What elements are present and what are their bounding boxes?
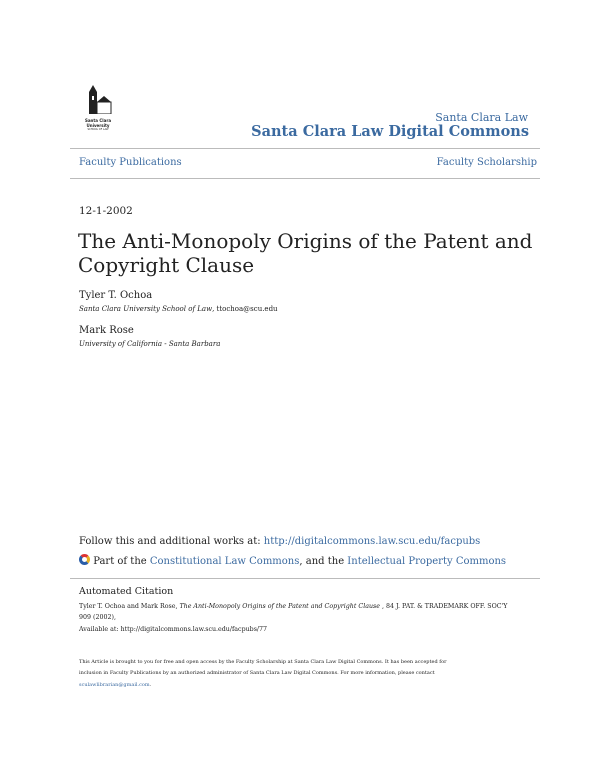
logo-subtext: SCHOOL OF LAW [87, 128, 109, 131]
citation-source: , 84 J. PAT. & TRADEMARK OFF. SOC'Y [379, 603, 508, 610]
footer-line3 [79, 682, 151, 688]
part-of-line [79, 554, 506, 567]
footer-line2: inclusion in Faculty Publications by an authorized administrator of Santa Clara Law Digital Commons. For more information, please contact [79, 670, 435, 676]
article-date: 12-1-2002 [79, 205, 133, 217]
citation-authors: Tyler T. Ochoa and Mark Rose, [79, 603, 180, 610]
author-affiliation [79, 305, 278, 313]
author-name: Mark Rose [79, 325, 134, 336]
part-of-mid: , and the [299, 556, 348, 567]
follow-line [79, 536, 480, 547]
nav-faculty-publications[interactable]: Faculty Publications [79, 157, 182, 168]
divider [70, 578, 540, 579]
author-email: , ttochoa@scu.edu [212, 305, 278, 313]
citation-line1 [79, 603, 507, 610]
author-name: Tyler T. Ochoa [79, 290, 153, 301]
follow-label: Follow this and additional works at: [79, 536, 264, 547]
ip-commons-link[interactable]: Intellectual Property Commons [347, 556, 507, 567]
nav-faculty-scholarship[interactable]: Faculty Scholarship [436, 157, 537, 168]
affiliation-text: University of California - Santa Barbara [79, 340, 221, 348]
building-icon [83, 84, 113, 114]
header-title[interactable]: Santa Clara Law Digital Commons [251, 123, 529, 140]
author-affiliation [79, 340, 220, 348]
bepress-icon [79, 554, 90, 565]
footer-end: . [149, 682, 152, 688]
citation-heading: Automated Citation [79, 586, 174, 597]
citation-available: Available at: http://digitalcommons.law.scu.edu/facpubs/77 [79, 626, 268, 633]
header-subtitle: Santa Clara Law [435, 111, 528, 124]
citation-line2: 909 (2002), [79, 614, 116, 621]
divider [70, 148, 540, 149]
citation-title: The Anti-Monopoly Origins of the Patent and Copyright Clause [179, 603, 380, 610]
footer-line1: This Article is brought to you for free and open access by the Faculty Scholarship at Santa Clara Law Digital Commons. It has been accepted for [79, 659, 447, 665]
part-of-prefix: Part of the [93, 556, 150, 567]
logo-text: Santa Clara University [84, 118, 112, 128]
article-title-line1: The Anti-Monopoly Origins of the Patent and [78, 229, 533, 253]
affiliation-text: Santa Clara University School of Law [79, 305, 213, 313]
article-title-line2: Copyright Clause [78, 253, 255, 277]
university-logo [80, 84, 116, 134]
constitutional-law-link[interactable]: Constitutional Law Commons [149, 556, 300, 567]
contact-email-link[interactable]: sculawlibrarian@gmail.com [79, 682, 150, 688]
divider [70, 178, 540, 179]
facpubs-link[interactable]: http://digitalcommons.law.scu.edu/facpubs [263, 536, 481, 547]
